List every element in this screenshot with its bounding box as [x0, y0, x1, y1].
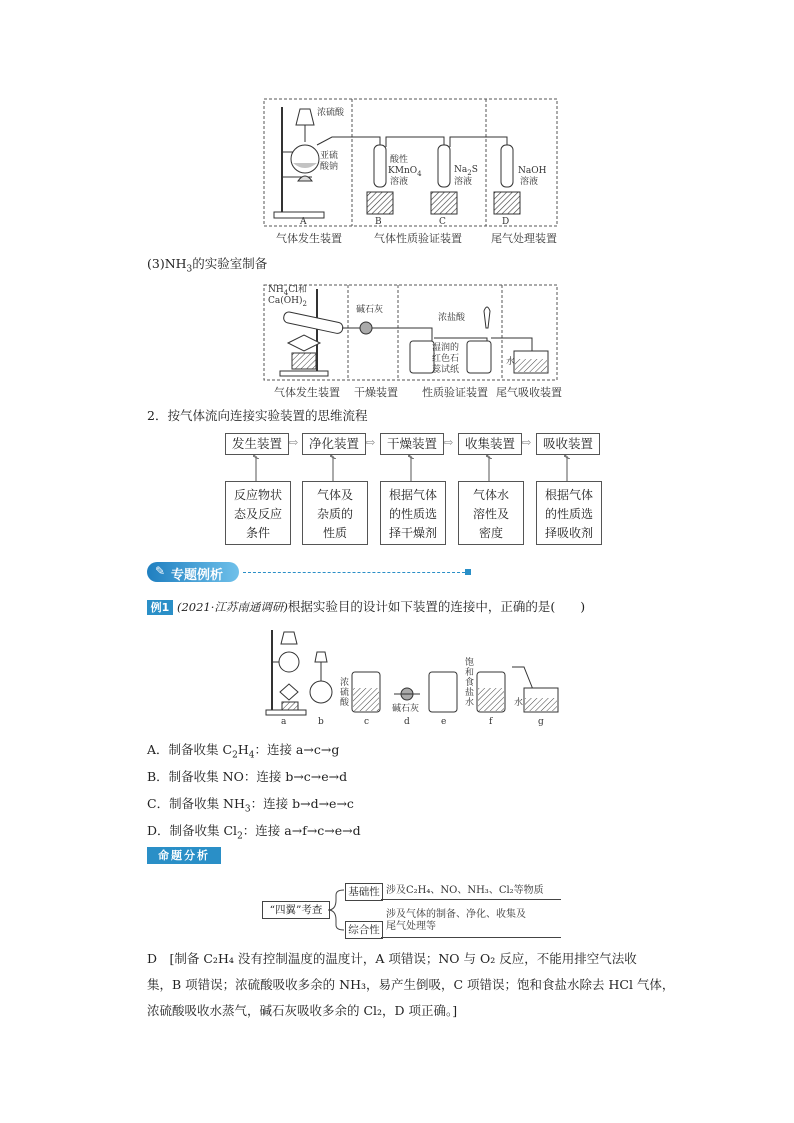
example-text: 根据实验目的设计如下装置的连接中，正确的是( )	[287, 599, 586, 614]
analysis-tag: 命题分析	[147, 847, 221, 864]
banner-pill	[147, 562, 239, 582]
figure-nh3-apparatus	[262, 283, 562, 403]
fig3-letter-g: g	[538, 717, 544, 727]
example-question	[147, 597, 585, 615]
answer-line-2: 集，B 项错误；浓硫酸吸收多余的 NH₃，易产生倒吸，C 项错误；饱和食盐水除去 HCl 气体，	[147, 977, 675, 992]
label-sodium-sulfite-1: 亚硫	[320, 151, 339, 161]
fig3-label-conc-h2so4: 浓 硫 酸	[340, 678, 350, 708]
flow-step-1: 发生装置	[225, 433, 289, 455]
label-litmus-2: 红色石	[432, 354, 460, 364]
letter-c: C	[439, 217, 446, 227]
caption-drying: 干燥装置	[354, 386, 398, 399]
caption-property-test-2: 性质验证装置	[422, 386, 488, 399]
letter-a: A	[300, 217, 307, 227]
label-d-reagent-1: NaOH	[518, 166, 547, 176]
mindmap-branch-comp-text-1: 涉及气体的制备、净化、收集及	[386, 909, 526, 920]
flow-arrow-1: ⇨	[289, 436, 299, 449]
label-sodium-sulfite-2: 酸钠	[320, 162, 339, 172]
letter-d: D	[502, 217, 510, 227]
flow-step-5: 吸收装置	[536, 433, 600, 455]
flow-arrow-3: ⇨	[444, 436, 454, 449]
answer-line-1: D [制备 C₂H₄ 没有控制温度的温度计，A 项错误；NO 与 O₂ 反应，不能用排空气法收	[147, 951, 637, 966]
flow-arrow-4: ⇨	[522, 436, 532, 449]
label-litmus-1: 湿润的	[432, 343, 460, 353]
caption-property-test: 气体性质验证装置	[374, 232, 462, 245]
fig3-letter-b: b	[318, 717, 324, 727]
fig3-label-sat-brine: 饱 和 食 盐 水	[465, 658, 475, 708]
mindmap-branch-basic-underline	[381, 899, 561, 900]
label-caoh2: $Ca(OH)_2$	[268, 296, 307, 308]
label-soda-lime: 碱石灰	[356, 305, 384, 315]
mindmap-branch-basic-label: 基础性	[345, 883, 383, 901]
mindmap-branch-comp-underline	[381, 937, 561, 938]
fig3-label-water: 水	[514, 698, 524, 708]
figure-so2-apparatus	[262, 97, 560, 247]
mindmap-branch-basic-text: 涉及C₂H₄、NO、NH₃、Cl₂等物质	[386, 885, 544, 896]
flow-arrow-2: ⇨	[366, 436, 376, 449]
label-b-reagent-3: 溶液	[390, 177, 409, 187]
fig3-letter-e: e	[441, 717, 447, 727]
banner-end-square	[465, 569, 471, 575]
caption-tail-gas: 尾气处理装置	[491, 232, 557, 245]
flow-step-2: 净化装置	[302, 433, 366, 455]
option-c[interactable]: C．制备收集 $NH_3$：连接 b→d→e→c	[147, 796, 354, 815]
option-b[interactable]: B．制备收集 NO：连接 b→c→e→d	[147, 769, 348, 784]
label-nh4cl: $NH_4Cl$和	[268, 285, 307, 297]
letter-b: B	[375, 217, 382, 227]
fig3-letter-a: a	[281, 717, 287, 727]
flow-desc-2: 气体及 杂质的 性质	[302, 481, 368, 545]
topic-banner	[147, 562, 472, 582]
caption-gas-generation-2: 气体发生装置	[274, 386, 340, 399]
section3-heading: $(3)NH_3$的实验室制备	[147, 256, 268, 275]
caption-gas-generation: 气体发生装置	[276, 232, 342, 245]
banner-title: 专题例析	[171, 568, 224, 583]
flow-desc-5: 根据气体 的性质选 择吸收剂	[536, 481, 602, 545]
label-c-reagent-2: 溶液	[454, 177, 473, 187]
flow-desc-1: 反应物状 态及反应 条件	[225, 481, 291, 545]
answer-line-3: 浓硫酸吸收水蒸气，碱石灰吸收多余的 Cl₂，D 项正确。]	[147, 1003, 458, 1018]
flow-diagram	[225, 433, 600, 543]
fig3-letter-f: f	[489, 717, 493, 727]
label-c-reagent-1: $Na_2S$	[454, 165, 478, 177]
answer-explanation	[147, 946, 675, 1024]
label-b-reagent-2: KMnO$_4$	[388, 166, 422, 178]
pencil-icon: ✎	[155, 564, 166, 578]
flow-desc-3: 根据气体 的性质选 择干燥剂	[380, 481, 446, 545]
fig3-label-soda-lime: 碱石灰	[392, 704, 420, 714]
option-a[interactable]: A．制备收集 $C_2H_4$：连接 a→c→g	[147, 742, 340, 761]
label-b-reagent-1: 酸性	[390, 155, 409, 165]
label-conc-h2so4: 浓硫酸	[317, 108, 345, 118]
caption-tail-absorption: 尾气吸收装置	[496, 386, 562, 399]
flow-desc-4: 气体水 溶性及 密度	[458, 481, 524, 545]
label-d-reagent-2: 溶液	[520, 177, 539, 187]
mindmap	[262, 883, 562, 939]
section2-title: 2．按气体流向连接实验装置的思维流程	[147, 408, 368, 423]
flow-step-3: 干燥装置	[380, 433, 444, 455]
example-source: (2021·江苏南通调研)	[176, 600, 288, 614]
label-conc-hcl: 浓盐酸	[438, 313, 466, 323]
flow-step-4: 收集装置	[458, 433, 522, 455]
label-litmus-3: 蕊试纸	[432, 365, 460, 375]
figure-apparatus-options	[262, 622, 562, 728]
option-d[interactable]: D．制备收集 $Cl_2$：连接 a→f→c→e→d	[147, 823, 361, 842]
mindmap-branch-comp-text-2: 尾气处理等	[386, 921, 436, 932]
fig3-letter-c: c	[364, 717, 370, 727]
label-water: 水	[506, 357, 516, 367]
mindmap-branch-comp-label: 综合性	[345, 921, 383, 939]
example-tag: 例1	[147, 600, 173, 615]
fig3-letter-d: d	[404, 717, 410, 727]
mindmap-root: “四翼”考查	[262, 901, 330, 919]
banner-dashed-line	[243, 572, 465, 573]
